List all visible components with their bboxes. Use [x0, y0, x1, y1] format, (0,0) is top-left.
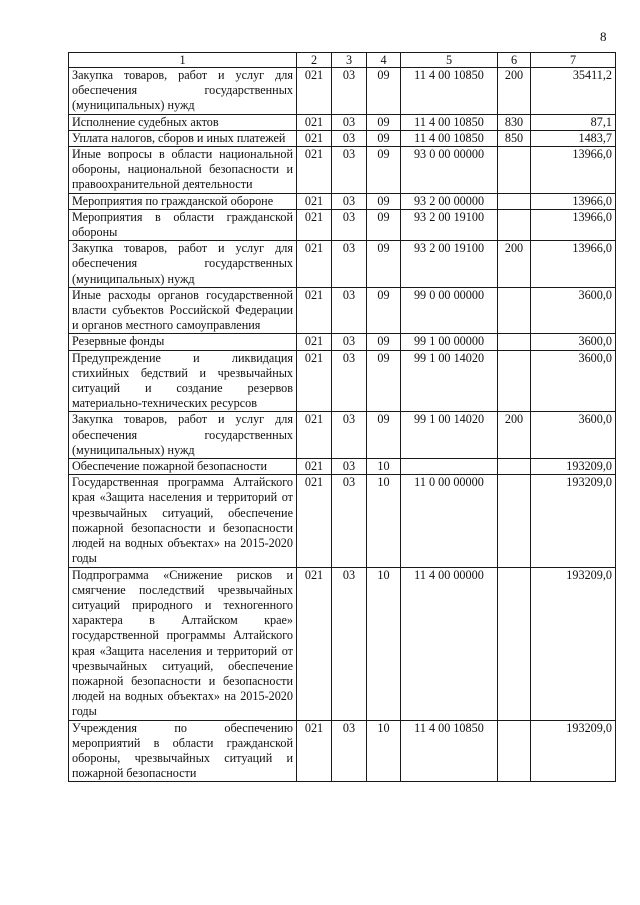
- table-row: [69, 720, 616, 782]
- subsection-code: 09: [367, 412, 401, 459]
- subsection-code: 09: [367, 114, 401, 130]
- amount: 193209,0: [531, 567, 616, 720]
- table-row: [69, 209, 616, 240]
- department-code: 021: [297, 720, 332, 782]
- expense-name: Мероприятия по гражданской обороне: [69, 193, 297, 209]
- subsection-code: 09: [367, 68, 401, 115]
- department-code: 021: [297, 68, 332, 115]
- section-code: 03: [332, 193, 367, 209]
- header-cell: 4: [367, 53, 401, 68]
- amount: 3600,0: [531, 287, 616, 334]
- subsection-code: 10: [367, 567, 401, 720]
- target-item-code: 93 0 00 00000: [401, 147, 498, 194]
- header-cell: 2: [297, 53, 332, 68]
- amount: 13966,0: [531, 241, 616, 288]
- target-item-code: 93 2 00 00000: [401, 193, 498, 209]
- amount: 13966,0: [531, 147, 616, 194]
- table-row: [69, 241, 616, 288]
- header-cell: 5: [401, 53, 498, 68]
- amount: 13966,0: [531, 209, 616, 240]
- table-row: [69, 68, 616, 115]
- department-code: 021: [297, 412, 332, 459]
- table-row: [69, 334, 616, 350]
- amount: 193209,0: [531, 475, 616, 567]
- expense-name: Иные вопросы в области национальной обороны, национальной безопасности и правоохранительной деятельности: [69, 147, 297, 194]
- expense-type-code: [498, 350, 531, 412]
- target-item-code: 99 0 00 00000: [401, 287, 498, 334]
- expense-name: Резервные фонды: [69, 334, 297, 350]
- target-item-code: 99 1 00 14020: [401, 412, 498, 459]
- target-item-code: 11 4 00 00000: [401, 567, 498, 720]
- header-cell: 3: [332, 53, 367, 68]
- section-code: 03: [332, 147, 367, 194]
- expense-name: Обеспечение пожарной безопасности: [69, 459, 297, 475]
- subsection-code: 09: [367, 130, 401, 146]
- target-item-code: 11 4 00 10850: [401, 130, 498, 146]
- target-item-code: 99 1 00 14020: [401, 350, 498, 412]
- table-row: [69, 412, 616, 459]
- expense-name: Государственная программа Алтайского края «Защита населения и территорий от чрезвычайных ситуаций, обеспечение пожарной безопасности и безопасности людей на водных объектах» на 2015-2020 годы: [69, 475, 297, 567]
- amount: 1483,7: [531, 130, 616, 146]
- department-code: 021: [297, 567, 332, 720]
- department-code: 021: [297, 130, 332, 146]
- header-cell: 7: [531, 53, 616, 68]
- table-row: [69, 114, 616, 130]
- target-item-code: 11 4 00 10850: [401, 114, 498, 130]
- target-item-code: 11 4 00 10850: [401, 720, 498, 782]
- expense-name: Предупреждение и ликвидация стихийных бедствий и чрезвычайных ситуаций и создание резервов материально-технических ресурсов: [69, 350, 297, 412]
- expense-type-code: 200: [498, 412, 531, 459]
- header-cell: 6: [498, 53, 531, 68]
- expense-name: Закупка товаров, работ и услуг для обеспечения государственных (муниципальных) нужд: [69, 412, 297, 459]
- table-row: [69, 287, 616, 334]
- department-code: 021: [297, 209, 332, 240]
- budget-table: [68, 52, 616, 782]
- section-code: 03: [332, 241, 367, 288]
- amount: 193209,0: [531, 459, 616, 475]
- expense-type-code: [498, 459, 531, 475]
- section-code: 03: [332, 209, 367, 240]
- expense-type-code: 830: [498, 114, 531, 130]
- section-code: 03: [332, 334, 367, 350]
- department-code: 021: [297, 475, 332, 567]
- amount: 87,1: [531, 114, 616, 130]
- target-item-code: 11 0 00 00000: [401, 475, 498, 567]
- target-item-code: 11 4 00 10850: [401, 68, 498, 115]
- table-row: [69, 475, 616, 567]
- target-item-code: 99 1 00 00000: [401, 334, 498, 350]
- expense-name: Мероприятия в области гражданской обороны: [69, 209, 297, 240]
- expense-type-code: 850: [498, 130, 531, 146]
- expense-name: Закупка товаров, работ и услуг для обеспечения государственных (муниципальных) нужд: [69, 68, 297, 115]
- amount: 3600,0: [531, 350, 616, 412]
- expense-type-code: [498, 567, 531, 720]
- subsection-code: 10: [367, 720, 401, 782]
- section-code: 03: [332, 350, 367, 412]
- expense-type-code: [498, 209, 531, 240]
- subsection-code: 09: [367, 193, 401, 209]
- expense-type-code: [498, 193, 531, 209]
- subsection-code: 09: [367, 241, 401, 288]
- section-code: 03: [332, 567, 367, 720]
- department-code: 021: [297, 241, 332, 288]
- subsection-code: 09: [367, 147, 401, 194]
- header-cell: 1: [69, 53, 297, 68]
- expense-name: Исполнение судебных актов: [69, 114, 297, 130]
- subsection-code: 09: [367, 209, 401, 240]
- expense-type-code: [498, 287, 531, 334]
- target-item-code: 93 2 00 19100: [401, 209, 498, 240]
- amount: 13966,0: [531, 193, 616, 209]
- amount: 193209,0: [531, 720, 616, 782]
- table-row: [69, 350, 616, 412]
- subsection-code: 10: [367, 475, 401, 567]
- table-row: [69, 459, 616, 475]
- subsection-code: 09: [367, 350, 401, 412]
- expense-type-code: [498, 475, 531, 567]
- section-code: 03: [332, 130, 367, 146]
- expense-type-code: [498, 147, 531, 194]
- department-code: 021: [297, 287, 332, 334]
- expense-type-code: 200: [498, 68, 531, 115]
- expense-name: Иные расходы органов государственной власти субъектов Российской Федерации и органов местного самоуправления: [69, 287, 297, 334]
- page-number: 8: [600, 29, 607, 44]
- section-code: 03: [332, 412, 367, 459]
- target-item-code: [401, 459, 498, 475]
- expense-name: Подпрограмма «Снижение рисков и смягчение последствий чрезвычайных ситуаций природного и техногенного характера в Алтайском крае» государственной программы Алтайского края «Защита населения и территорий от чрезвычайных ситуаций, обеспечение пожарной безопасности и безопасности людей на водных объектах» на 2015-2020 годы: [69, 567, 297, 720]
- expense-type-code: [498, 720, 531, 782]
- department-code: 021: [297, 350, 332, 412]
- department-code: 021: [297, 193, 332, 209]
- subsection-code: 10: [367, 459, 401, 475]
- department-code: 021: [297, 114, 332, 130]
- table-row: [69, 567, 616, 720]
- amount: 3600,0: [531, 334, 616, 350]
- target-item-code: 93 2 00 19100: [401, 241, 498, 288]
- section-code: 03: [332, 720, 367, 782]
- subsection-code: 09: [367, 287, 401, 334]
- expense-name: Учреждения по обеспечению мероприятий в области гражданской обороны, чрезвычайных ситуаций и пожарной безопасности: [69, 720, 297, 782]
- department-code: 021: [297, 334, 332, 350]
- section-code: 03: [332, 114, 367, 130]
- table-header-row: [69, 53, 616, 68]
- section-code: 03: [332, 459, 367, 475]
- section-code: 03: [332, 287, 367, 334]
- table-row: [69, 147, 616, 194]
- amount: 35411,2: [531, 68, 616, 115]
- amount: 3600,0: [531, 412, 616, 459]
- table-row: [69, 193, 616, 209]
- expense-type-code: 200: [498, 241, 531, 288]
- expense-name: Закупка товаров, работ и услуг для обеспечения государственных (муниципальных) нужд: [69, 241, 297, 288]
- section-code: 03: [332, 68, 367, 115]
- expense-type-code: [498, 334, 531, 350]
- table-row: [69, 130, 616, 146]
- subsection-code: 09: [367, 334, 401, 350]
- department-code: 021: [297, 147, 332, 194]
- department-code: 021: [297, 459, 332, 475]
- expense-name: Уплата налогов, сборов и иных платежей: [69, 130, 297, 146]
- section-code: 03: [332, 475, 367, 567]
